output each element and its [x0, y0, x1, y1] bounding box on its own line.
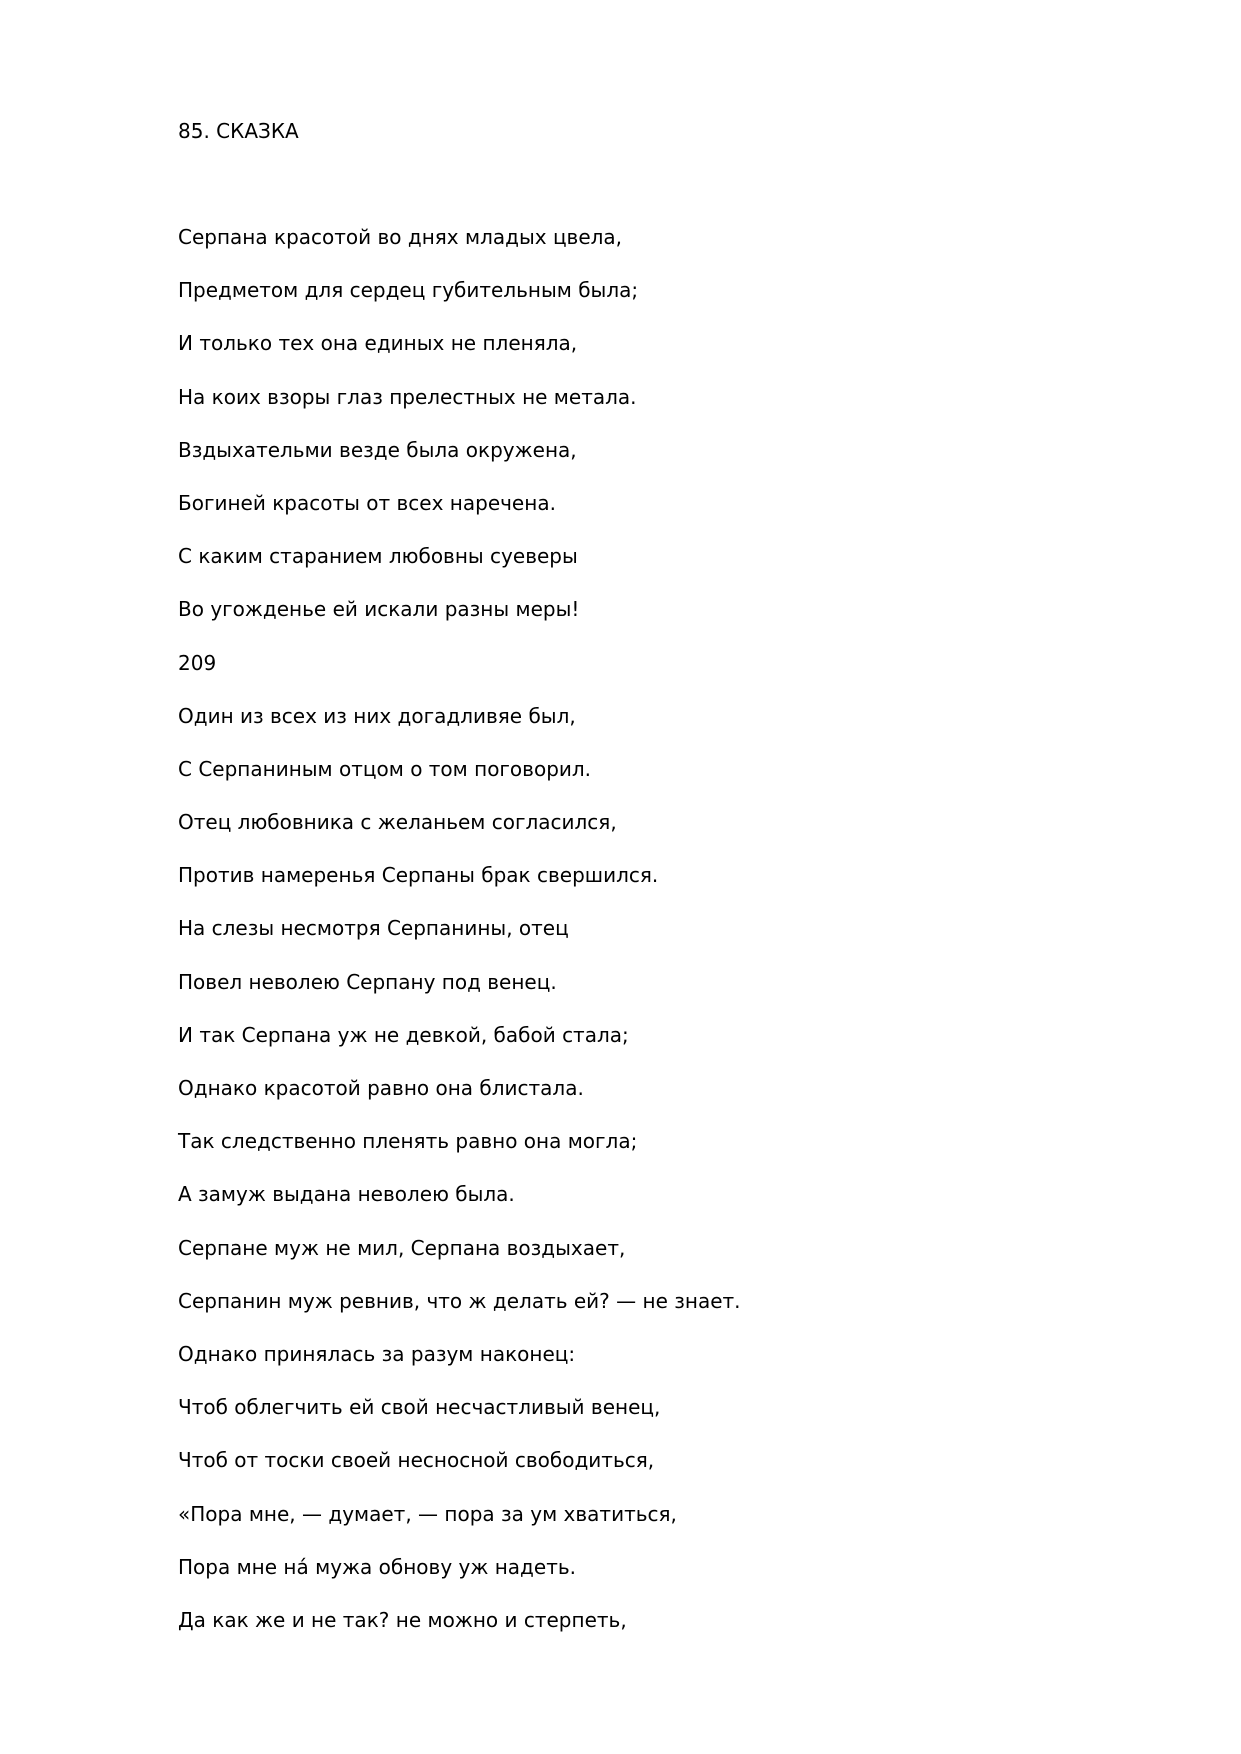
poem-line: Отец любовника с желаньем согласился, [178, 810, 617, 835]
poem-line: Повел неволею Серпану под венец. [178, 969, 557, 994]
poem-line: А замуж выдана неволею была. [178, 1182, 515, 1207]
poem-line: На коих взоры глаз прелестных не метала. [178, 384, 637, 409]
poem-line: Один из всех из них догадливяе был, [178, 703, 576, 728]
poem-line: С Серпаниным отцом о том поговорил. [178, 756, 592, 781]
poem-line: Богиней красоты от всех наречена. [178, 490, 556, 515]
poem-line: С каким старанием любовны суеверы [178, 544, 578, 569]
poem-line: Чтоб облегчить ей свой несчастливый венец, [178, 1395, 661, 1420]
poem-title: 85. СКАЗКА [178, 119, 299, 143]
poem-line: Против намеренья Серпаны брак свершился. [178, 863, 659, 888]
poem-line: Вздыхательми везде была окружена, [178, 437, 577, 462]
poem-line: Предметом для сердец губительным была; [178, 278, 639, 303]
poem-line: Серпана красотой во днях младых цвела, [178, 225, 623, 249]
poem-line: Пора мне на́ мужа обнову уж надеть. [178, 1554, 576, 1579]
poem-line: На слезы несмотря Серпанины, отец [178, 916, 569, 941]
poem-line: И так Серпана уж не девкой, бабой стала; [178, 1022, 629, 1047]
poem-body [178, 224, 741, 1660]
page-number: 209 [178, 650, 217, 675]
poem-line: Однако принялась за разум наконец: [178, 1341, 576, 1366]
poem-line: Серпанин муж ревнив, что ж делать ей? — не знает. [178, 1288, 741, 1313]
poem-line: Да как же и не так? не можно и стерпеть, [178, 1607, 627, 1632]
poem-line: Так следственно пленять равно она могла; [178, 1129, 638, 1154]
poem-line: Чтоб от тоски своей несносной свободиться, [178, 1448, 655, 1473]
poem-line: Во угожденье ей искали разны меры! [178, 597, 580, 622]
poem-line: Однако красотой равно она блистала. [178, 1076, 584, 1100]
poem-line: «Пора мне, — думает, — пора за ум хватиться, [178, 1501, 677, 1526]
poem-line: И только тех она единых не пленяла, [178, 331, 578, 356]
poem-line: Серпане муж не мил, Серпана воздыхает, [178, 1235, 626, 1260]
